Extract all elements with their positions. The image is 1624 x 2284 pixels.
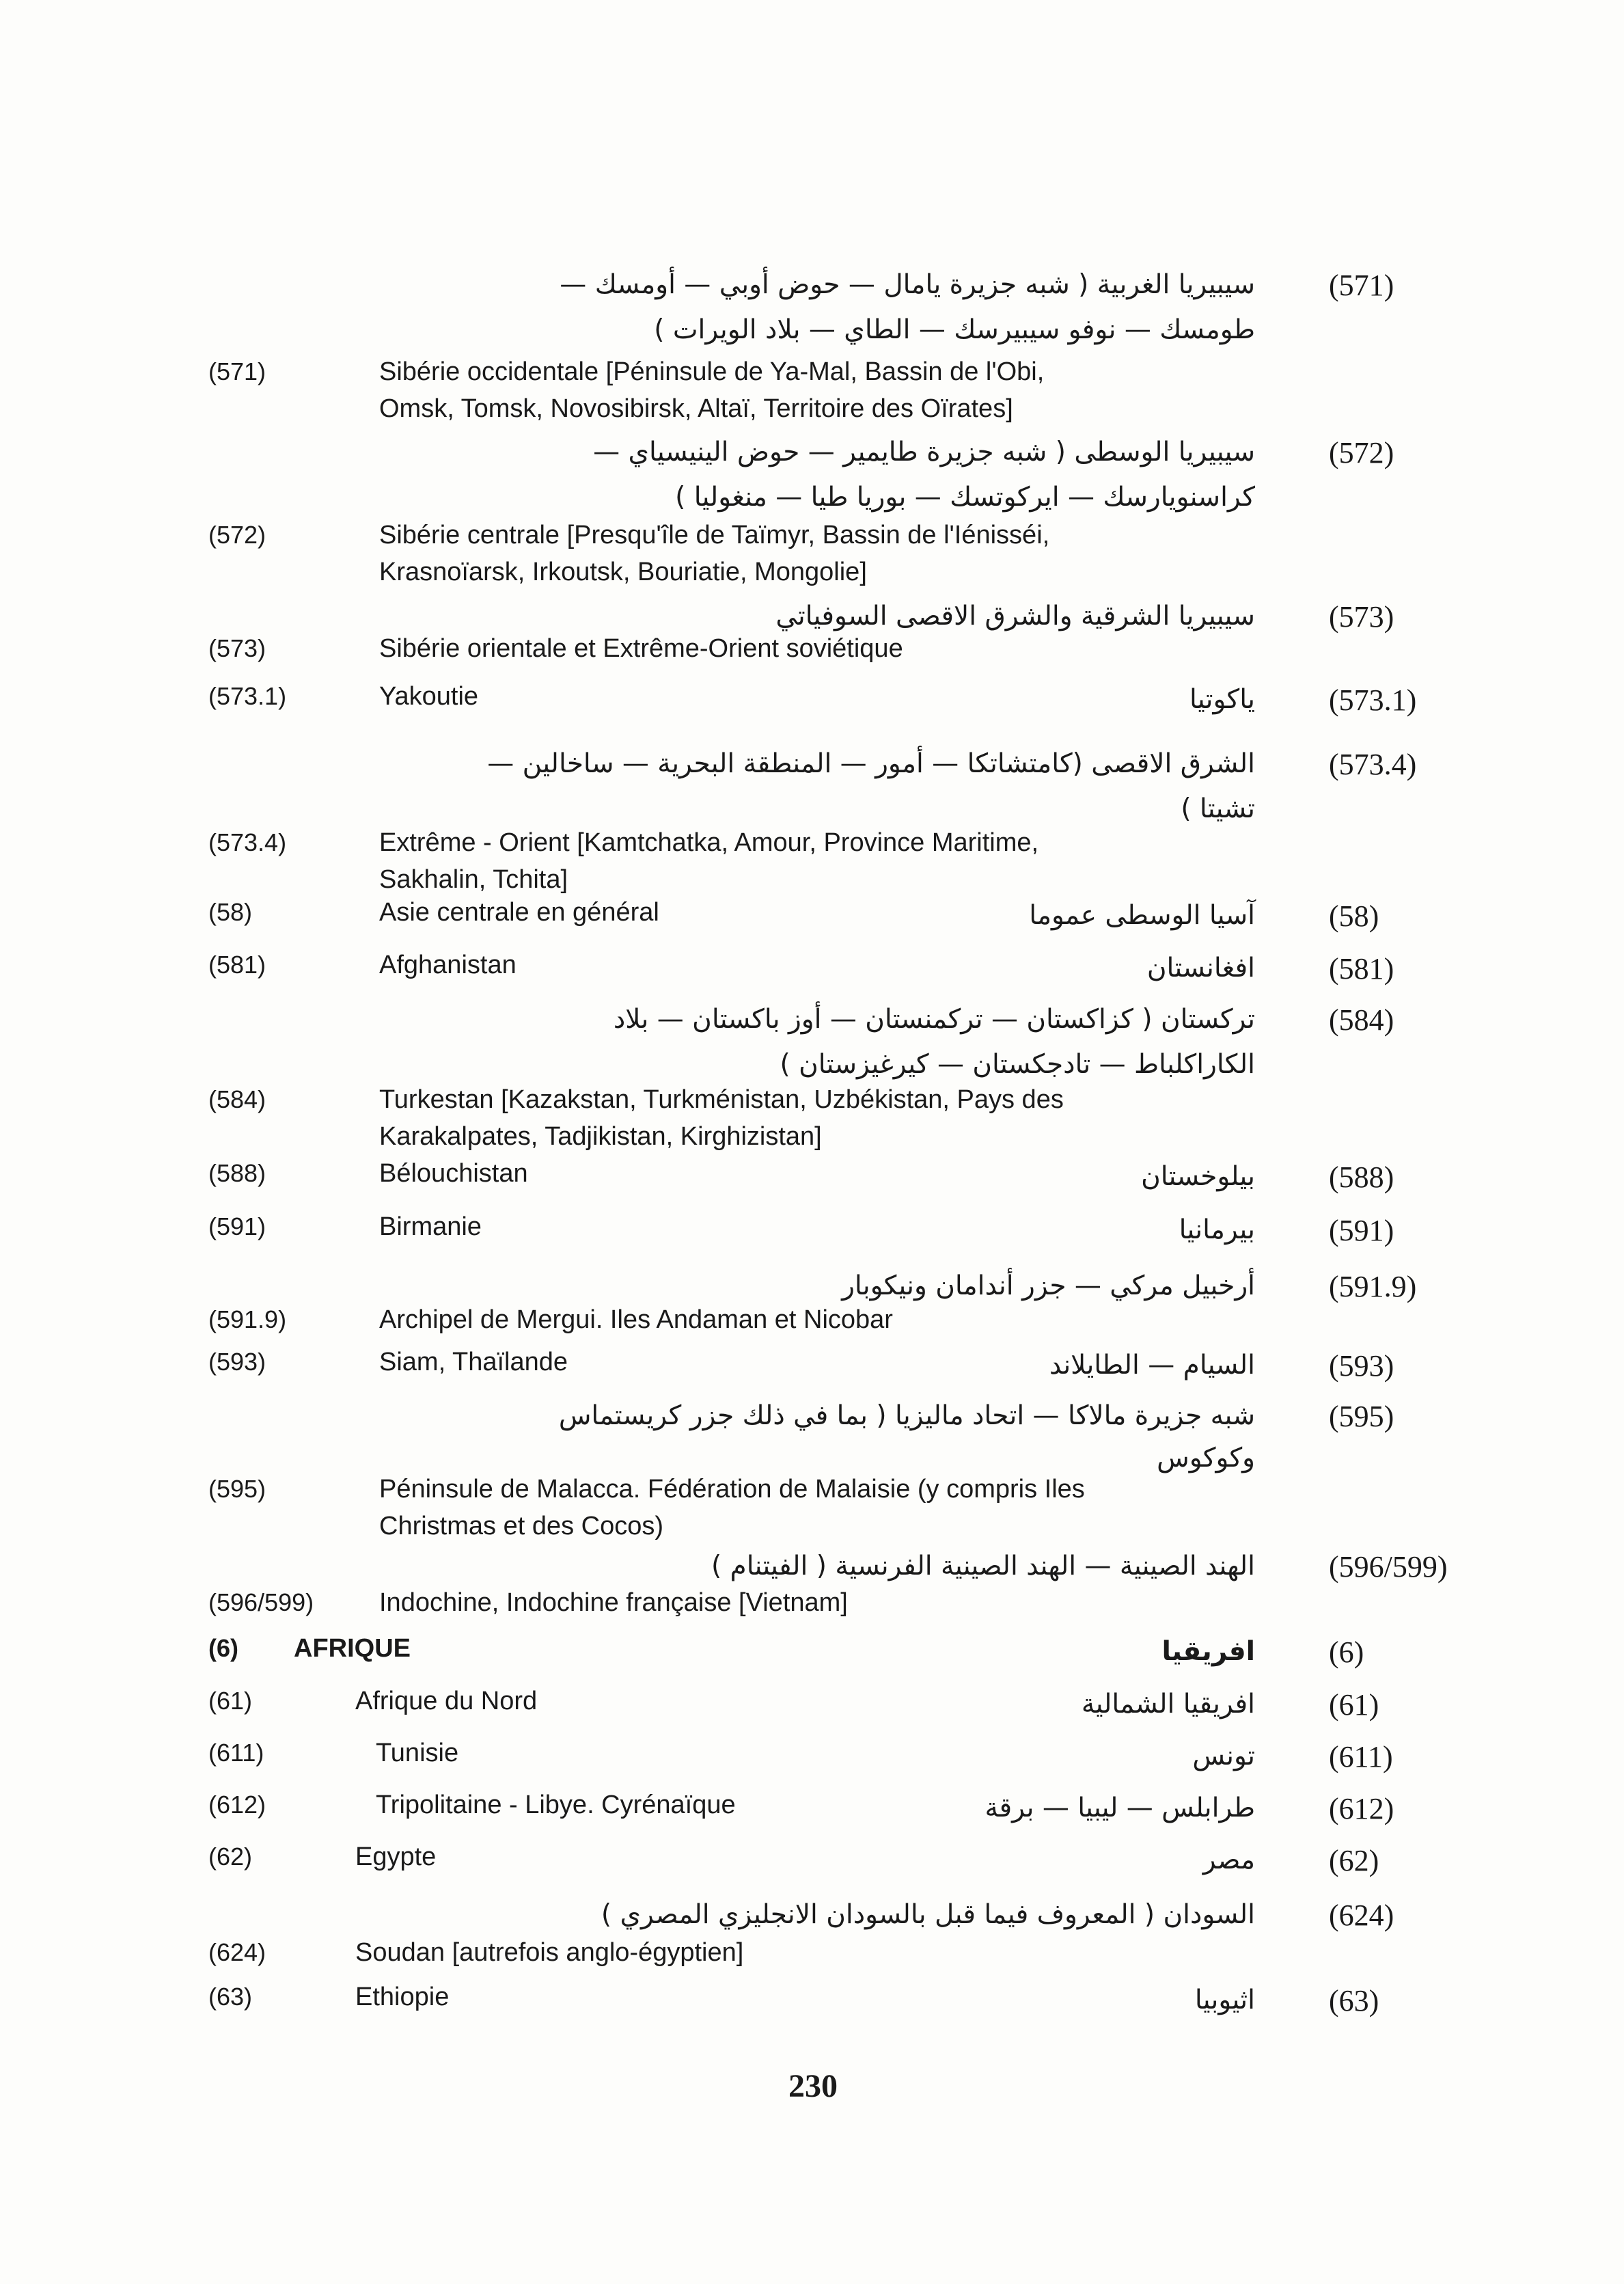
arabic-class-code: (611): [1329, 1740, 1393, 1773]
arabic-heading: وكوكوس: [1157, 1443, 1255, 1473]
arabic-line: [0, 476, 1624, 517]
french-class-code: (62): [208, 1843, 253, 1871]
arabic-class-code: (573.1): [1329, 683, 1417, 717]
entry-61: [0, 1683, 1624, 1728]
arabic-class-code: (612): [1329, 1792, 1394, 1825]
entry-624: [0, 1893, 1624, 1971]
arabic-class-code: (62): [1329, 1844, 1379, 1877]
arabic-class-code: (593): [1329, 1349, 1394, 1383]
arabic-line: [0, 1893, 1624, 1934]
arabic-line: [0, 1545, 1624, 1584]
french-line: [0, 1081, 1624, 1118]
entry-571: [0, 263, 1624, 427]
arabic-class-code: (572): [1329, 436, 1394, 470]
french-heading: Afrique du Nord: [355, 1687, 538, 1715]
bilingual-line: [0, 1208, 1624, 1253]
french-line: [0, 630, 1624, 667]
arabic-heading: ياكوتيا: [1189, 684, 1255, 715]
french-line: [0, 824, 1624, 861]
arabic-heading: سيبيريا الشرقية والشرق الاقصى السوفياتي: [775, 601, 1255, 631]
french-line: [0, 861, 1624, 898]
french-heading: Ethiopie: [355, 1983, 450, 2011]
french-line: [0, 1471, 1624, 1508]
french-class-code: (591.9): [208, 1305, 287, 1333]
arabic-class-code: (624): [1329, 1899, 1394, 1932]
arabic-class-code: (573): [1329, 600, 1394, 634]
french-class-code: (572): [208, 521, 266, 549]
french-line: [0, 353, 1624, 390]
arabic-line: [0, 431, 1624, 476]
entry-588: [0, 1155, 1624, 1200]
entry-62: [0, 1838, 1624, 1884]
french-heading: Asie centrale en général: [379, 898, 659, 927]
arabic-line: [0, 1043, 1624, 1081]
french-class-code: (595): [208, 1475, 266, 1503]
french-line: [0, 1508, 1624, 1545]
french-class-code: (61): [208, 1687, 253, 1715]
french-class-code: (573.4): [208, 828, 287, 856]
arabic-heading: طومسك — نوفو سيبيرسك — الطاي — بلاد الويرات ): [654, 314, 1255, 345]
arabic-class-code: (61): [1329, 1688, 1379, 1722]
arabic-heading: مصر: [1202, 1845, 1255, 1875]
arabic-line: [0, 998, 1624, 1043]
french-class-code: (596/599): [208, 1588, 314, 1616]
french-class-code: (58): [208, 898, 253, 926]
french-heading: Sibérie centrale [Presqu'île de Taïmyr, Bassin de l'Iénisséi,: [379, 521, 1050, 549]
french-class-code: (611): [208, 1739, 264, 1767]
arabic-line: [0, 787, 1624, 824]
arabic-class-code: (573.4): [1329, 748, 1417, 781]
french-heading: Indochine, Indochine française [Vietnam]: [379, 1588, 848, 1617]
french-heading: Afghanistan: [379, 951, 517, 979]
arabic-class-code: (6): [1329, 1635, 1364, 1669]
french-heading: Turkestan [Kazakstan, Turkménistan, Uzbékistan, Pays des: [379, 1085, 1064, 1114]
arabic-heading: آسيا الوسطى عموما: [1029, 900, 1255, 931]
arabic-line: [0, 308, 1624, 353]
arabic-class-code: (571): [1329, 269, 1394, 302]
bilingual-line: [0, 1344, 1624, 1389]
french-line: [0, 390, 1624, 427]
french-heading: Sibérie occidentale [Péninsule de Ya-Mal, Bassin de l'Obi,: [379, 357, 1045, 386]
entry-63: [0, 1979, 1624, 2024]
arabic-class-code: (581): [1329, 952, 1394, 985]
arabic-class-code: (596/599): [1329, 1550, 1448, 1583]
french-class-code: (584): [208, 1085, 266, 1113]
arabic-heading: افريقيا الشمالية: [1081, 1689, 1255, 1719]
arabic-heading: الكاراكلباط — تادجكستان — كيرغيزستان ): [780, 1049, 1255, 1080]
bilingual-line: [0, 1735, 1624, 1780]
french-heading: Tripolitaine - Libye. Cyrénaïque: [376, 1791, 736, 1819]
french-heading: Christmas et des Cocos): [379, 1512, 664, 1540]
arabic-heading: كراسنويارسك — ايركوتسك — بوريا طيا — منغوليا ): [675, 482, 1255, 513]
arabic-class-code: (584): [1329, 1003, 1394, 1037]
arabic-heading: تركستان ( كزاكستان — تركمنستان — أوز باكستان — بلاد: [613, 1004, 1255, 1035]
french-heading: Karakalpates, Tadjikistan, Kirghizistan]: [379, 1122, 822, 1151]
french-class-code: (588): [208, 1159, 266, 1187]
french-class-code: (571): [208, 357, 266, 385]
french-class-code: (573): [208, 634, 266, 662]
arabic-heading: أرخبيل مركي — جزر أندامان ونيكوبار: [842, 1270, 1255, 1301]
arabic-heading: الشرق الاقصى (كامتشاتكا — أمور — المنطقة البحرية — ساخالين —: [487, 748, 1255, 779]
french-heading: Siam, Thaïlande: [379, 1348, 568, 1376]
french-class-code: (573.1): [208, 682, 287, 710]
bilingual-line: [0, 947, 1624, 992]
french-heading: Archipel de Mergui. Iles Andaman et Nicobar: [379, 1305, 893, 1334]
entry-591-9: [0, 1264, 1624, 1338]
french-line: [0, 1118, 1624, 1155]
entry-573-4: [0, 742, 1624, 898]
arabic-heading: سيبيريا الغربية ( شبه جزيرة يامال — حوض أوبي — أومسك —: [560, 269, 1255, 300]
bilingual-line: [0, 1838, 1624, 1884]
french-heading: Birmanie: [379, 1212, 482, 1241]
bilingual-line: [0, 1155, 1624, 1200]
bilingual-line: [0, 1630, 1624, 1675]
page-number: 230: [788, 2068, 838, 2104]
arabic-heading: سيبيريا الوسطى ( شبه جزيرة طايمير — حوض الينيسياي —: [593, 437, 1255, 467]
arabic-heading: اثيوبيا: [1194, 1985, 1255, 2015]
arabic-heading: الهند الصينية — الهند الصينية الفرنسية ( الفيتنام ): [711, 1551, 1255, 1581]
entry-584: [0, 998, 1624, 1155]
french-class-code: (612): [208, 1791, 266, 1819]
bilingual-line: [0, 1683, 1624, 1728]
arabic-heading: بيرمانيا: [1179, 1214, 1255, 1245]
french-class-code: (591): [208, 1212, 266, 1240]
arabic-heading: تشيتا ): [1181, 793, 1255, 824]
entry-611: [0, 1735, 1624, 1780]
arabic-class-code: (58): [1329, 899, 1379, 933]
french-class-code: (581): [208, 951, 266, 979]
french-class-code: (593): [208, 1348, 266, 1376]
arabic-class-code: (63): [1329, 1984, 1379, 2017]
arabic-class-code: (595): [1329, 1400, 1394, 1433]
entry-595: [0, 1394, 1624, 1545]
arabic-line: [0, 263, 1624, 308]
arabic-heading: السيام — الطايلاند: [1049, 1350, 1255, 1381]
bilingual-line: [0, 894, 1624, 939]
arabic-heading: افغانستان: [1146, 953, 1255, 983]
french-heading: Péninsule de Malacca. Fédération de Malaisie (y compris Iles: [379, 1475, 1085, 1504]
arabic-heading: طرابلس — ليبيا — برقة: [985, 1793, 1255, 1823]
french-heading: Egypte: [355, 1843, 437, 1871]
arabic-line: [0, 595, 1624, 634]
arabic-line: [0, 1437, 1624, 1471]
french-heading: Sakhalin, Tchita]: [379, 865, 568, 894]
arabic-class-code: (588): [1329, 1160, 1394, 1194]
french-line: [0, 554, 1624, 590]
entry-573-1: [0, 678, 1624, 723]
french-heading: Bélouchistan: [379, 1159, 528, 1188]
french-heading: Krasnoïarsk, Irkoutsk, Bouriatie, Mongolie]: [379, 558, 867, 586]
arabic-heading: بيلوخستان: [1141, 1161, 1255, 1192]
french-heading: Tunisie: [376, 1739, 459, 1767]
entry-612: [0, 1786, 1624, 1832]
bilingual-line: [0, 1786, 1624, 1832]
arabic-heading: شبه جزيرة مالاكا — اتحاد ماليزيا ( بما في ذلك جزر كريستماس: [558, 1400, 1255, 1431]
entry-572: [0, 431, 1624, 590]
entry-581: [0, 947, 1624, 992]
entry-58: [0, 894, 1624, 939]
arabic-line: [0, 1394, 1624, 1437]
bilingual-line: [0, 678, 1624, 723]
arabic-section-title: افريقيا: [1161, 1636, 1255, 1667]
french-heading: Omsk, Tomsk, Novosibirsk, Altaï, Territoire des Oïrates]: [379, 394, 1013, 423]
french-class-code: (6): [208, 1634, 238, 1662]
arabic-heading: السودان ( المعروف فيما قبل بالسودان الانجليزي المصري ): [601, 1899, 1255, 1930]
french-line: [0, 517, 1624, 554]
entry-591: [0, 1208, 1624, 1253]
french-class-code: (63): [208, 1983, 253, 2011]
french-line: [0, 1301, 1624, 1338]
french-line: [0, 1934, 1624, 1971]
french-heading: Yakoutie: [379, 682, 479, 711]
french-line: [0, 1584, 1624, 1621]
bilingual-line: [0, 1979, 1624, 2024]
arabic-class-code: (591.9): [1329, 1270, 1417, 1303]
arabic-line: [0, 1264, 1624, 1301]
arabic-class-code: (591): [1329, 1214, 1394, 1247]
french-heading: Sibérie orientale et Extrême-Orient soviétique: [379, 634, 903, 663]
french-class-code: (624): [208, 1938, 266, 1966]
section-title: AFRIQUE: [294, 1634, 411, 1663]
entry-573: [0, 595, 1624, 667]
french-heading: Soudan [autrefois anglo-égyptien]: [355, 1938, 744, 1967]
arabic-heading: تونس: [1192, 1741, 1255, 1771]
entry-596-599: [0, 1545, 1624, 1621]
arabic-line: [0, 742, 1624, 787]
entry-6: [0, 1630, 1624, 1675]
entry-593: [0, 1344, 1624, 1389]
french-heading: Extrême - Orient [Kamtchatka, Amour, Province Maritime,: [379, 828, 1039, 857]
